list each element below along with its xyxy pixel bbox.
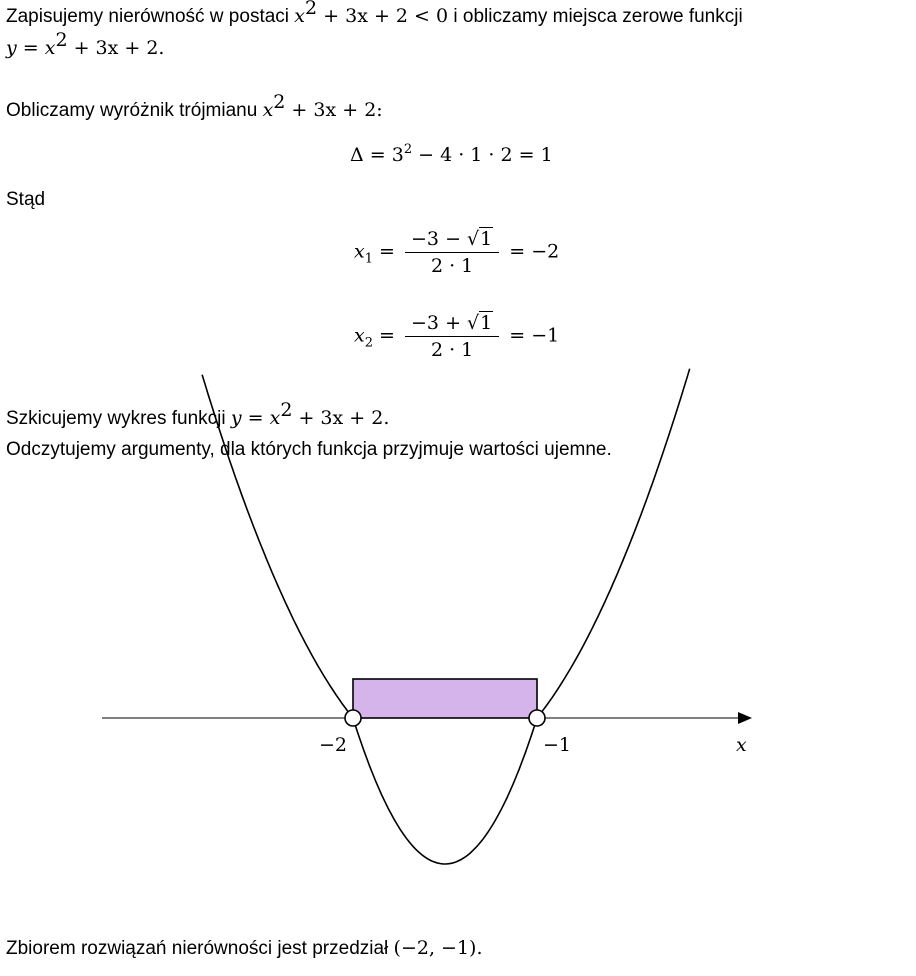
intro-text-after: i obliczamy miejsca zerowe funkcji xyxy=(453,6,743,27)
read-text: Odczytujemy argumenty, dla których funkcja przyjmuje wartości ujemne. xyxy=(6,439,612,460)
root-2-num-a: −3 + xyxy=(411,312,468,334)
root-1-result: = −2 xyxy=(509,240,560,263)
conclusion-interval: (−2, −1). xyxy=(393,937,483,959)
root-1-radicand: 1 xyxy=(480,228,493,250)
sketch-fn-lhs: y = x xyxy=(230,407,281,429)
tick-label-minus-2: −2 xyxy=(319,734,348,756)
root-2-radicand: 1 xyxy=(480,312,493,334)
discriminant-poly-rest: + 3x + 2: xyxy=(285,99,383,121)
root-1-var: x xyxy=(354,240,365,263)
root-2-sqrt-sign: √ xyxy=(467,312,480,334)
conclusion-text: Zbiorem rozwiązań nierówności jest przedział xyxy=(6,938,389,959)
discriminant-base: Δ = 3 xyxy=(350,144,404,166)
root-1-num-a: −3 − xyxy=(411,228,468,250)
root-2-sub: 2 xyxy=(364,335,373,351)
function-exp: 2 xyxy=(55,29,68,51)
discriminant-text: Obliczamy wyróżnik trójmianu xyxy=(6,100,258,121)
sketch-fn-rest: + 3x + 2. xyxy=(292,407,390,429)
intro-ineq-exp: 2 xyxy=(305,0,318,19)
discriminant-exp: 2 xyxy=(403,142,413,157)
root-1-sqrt-sign: √ xyxy=(467,228,480,250)
negative-interval-highlight xyxy=(353,679,537,718)
intro-ineq-x: x xyxy=(294,5,306,27)
open-point-root-1 xyxy=(345,710,361,726)
intro-ineq-rest: + 3x + 2 < 0 xyxy=(317,5,449,27)
discriminant-poly-exp: 2 xyxy=(273,91,286,113)
conclusion-line xyxy=(6,936,483,961)
root-1-denominator: 2 · 1 xyxy=(430,255,474,277)
x-axis-arrow xyxy=(738,712,752,724)
x-axis-label: x xyxy=(736,734,747,756)
parabola-curve xyxy=(202,369,690,864)
root-1-sub: 1 xyxy=(364,251,373,267)
open-point-root-2 xyxy=(529,710,545,726)
root-2-denominator: 2 · 1 xyxy=(430,339,474,361)
sketch-text: Szkicujemy wykres funkcji xyxy=(6,408,226,429)
root-2-eq: = xyxy=(379,324,395,347)
discriminant-rest: − 4 · 1 · 2 = 1 xyxy=(412,144,553,166)
intro-text: Zapisujemy nierówność w postaci xyxy=(6,6,290,27)
root-1-eq: = xyxy=(379,240,395,263)
function-lhs: y = x xyxy=(6,37,56,59)
sketch-fn-exp: 2 xyxy=(280,399,293,421)
root-2-result: = −1 xyxy=(509,324,560,347)
discriminant-poly-x: x xyxy=(262,99,274,121)
root-2-var: x xyxy=(354,324,365,347)
hence-text: Stąd xyxy=(6,189,46,210)
function-rest: + 3x + 2. xyxy=(67,37,165,59)
tick-label-minus-1: −1 xyxy=(543,734,572,756)
